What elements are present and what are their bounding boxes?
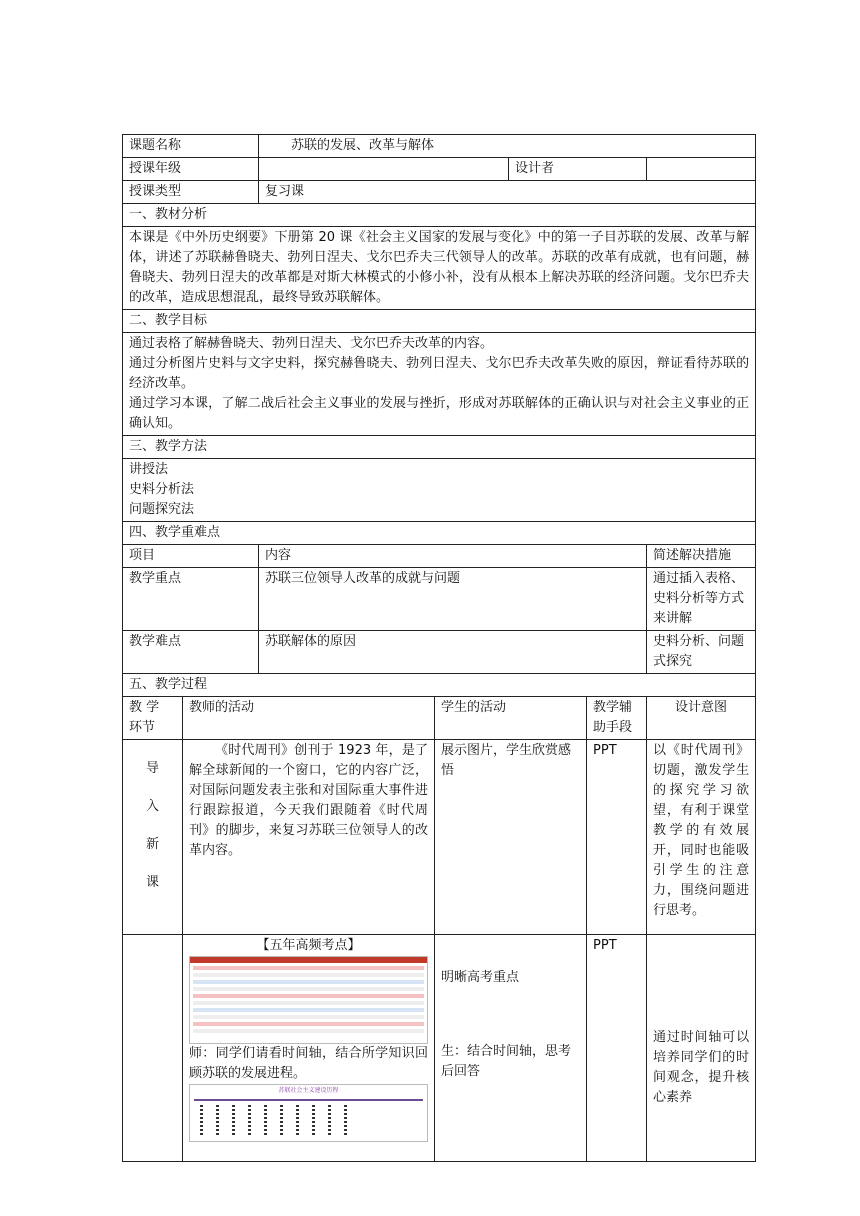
- design-intent: [647, 935, 756, 1162]
- timeline-title: 苏联社会主义建设历程: [278, 1087, 339, 1094]
- goal-line: 通过学习本课，了解二战后社会主义事业的发展与挫折，形成对苏联解体的正确认识与对社会主义事业的正确认知。: [129, 396, 750, 431]
- keypoints-header-row: [123, 545, 756, 568]
- goals-content: [123, 333, 756, 436]
- teacher-activity: [183, 935, 435, 1162]
- topic-row: [123, 135, 756, 158]
- keypoints-cell: 史料分析、问题式探究: [647, 631, 756, 674]
- section-title-methods: 三、教学方法: [123, 436, 756, 459]
- keypoints-header: 简述解决措施: [647, 545, 756, 568]
- type-value: 复习课: [259, 181, 756, 204]
- exam-points-title: 【五年高频考点】: [256, 938, 361, 953]
- keypoints-header: 项目: [123, 545, 259, 568]
- methods-content: [123, 459, 756, 522]
- method-item: 讲授法: [129, 462, 169, 477]
- process-header: 教 学 环节: [123, 697, 183, 740]
- stage-char: 入: [145, 799, 159, 814]
- lesson-plan-table: [122, 134, 756, 1162]
- teacher-activity-text: 《时代周刊》创刊于 1923 年，是了解全球新闻的一个窗口，它的内容广泛，对国际问题发表主张和对国际重大事件进行跟踪报道，今天我们跟随着《时代周刊》的脚步，来复习苏联三位领导人的改革内容。: [189, 743, 429, 858]
- process-header-row: [123, 697, 756, 740]
- keypoints-header: 内容: [259, 545, 647, 568]
- grade-row: [123, 158, 756, 181]
- goal-line: 通过分析图片史料与文字史料，探究赫鲁晓夫、勃列日涅夫、戈尔巴乔夫改革失败的原因，辩证看待苏联的经济改革。: [129, 356, 750, 391]
- process-header: 设计意图: [647, 697, 756, 740]
- keypoints-row: [123, 631, 756, 674]
- timeline-image: [189, 1084, 428, 1142]
- type-row: [123, 181, 756, 204]
- teaching-aid: PPT: [587, 935, 647, 1162]
- design-intent: [647, 740, 756, 935]
- section-title-keypoints: 四、教学重难点: [123, 522, 756, 545]
- section-title-material: 一、教材分析: [123, 204, 756, 227]
- student-activity: 展示图片，学生欣赏感悟: [435, 740, 587, 935]
- student-activity: [435, 935, 587, 1162]
- teacher-activity: [183, 740, 435, 935]
- stage-char: 课: [145, 875, 159, 890]
- material-analysis: [123, 227, 756, 310]
- process-row-intro: [123, 740, 756, 935]
- process-header: 教学辅助手段: [587, 697, 647, 740]
- keypoints-row: [123, 568, 756, 631]
- stage-char: 导: [145, 761, 159, 776]
- student-activity-2: 生：结合时间轴，思考后回答: [441, 1044, 572, 1079]
- design-intent-text: 通过时间轴可以培养同学们的时间观念，提升核心素养: [653, 1030, 750, 1105]
- process-row-timeline: [123, 935, 756, 1162]
- method-item: 问题探究法: [129, 502, 195, 517]
- teaching-aid: PPT: [587, 740, 647, 935]
- topic-label: 课题名称: [123, 135, 259, 158]
- method-item: 史料分析法: [129, 482, 195, 497]
- exam-points-table-image: [189, 956, 428, 1044]
- stage-char: 新: [145, 837, 159, 852]
- process-header: 教师的活动: [183, 697, 435, 740]
- topic-value: 苏联的发展、改革与解体: [259, 135, 756, 158]
- teacher-timeline-text: 师：同学们请看时间轴，结合所学知识回顾苏联的发展进程。: [189, 1046, 429, 1081]
- section-title-process: 五、教学过程: [123, 674, 756, 697]
- stage-cell: [123, 935, 183, 1162]
- section-title-goals: 二、教学目标: [123, 310, 756, 333]
- keypoints-cell: 苏联三位领导人改革的成就与问题: [259, 568, 647, 631]
- material-analysis-text: 本课是《中外历史纲要》下册第 20 课《社会主义国家的发展与变化》中的第一子目苏联的发展、改革与解体，讲述了苏联赫鲁晓夫、勃列日涅夫、戈尔巴乔夫三代领导人的改革。苏联的改革有成就，也有问题，赫鲁晓夫、勃列日涅夫的改革都是对斯大林模式的小修小补，没有从根本上解决苏联的经济问题。戈尔巴乔夫的改革，造成思想混乱，最终导致苏联解体。: [129, 230, 750, 305]
- student-activity-1: 明晰高考重点: [441, 970, 520, 985]
- grade-value: [259, 158, 509, 181]
- process-header: 学生的活动: [435, 697, 587, 740]
- grade-label: 授课年级: [123, 158, 259, 181]
- designer-label: 设计者: [509, 158, 647, 181]
- stage-cell: [123, 740, 183, 935]
- keypoints-cell: 教学重点: [123, 568, 259, 631]
- keypoints-cell: 教学难点: [123, 631, 259, 674]
- keypoints-cell: 通过插入表格、史料分析等方式来讲解: [647, 568, 756, 631]
- design-intent-text: 以《时代周刊》切题，激发学生的探究学习欲望，有利于课堂教学的有效展开，同时也能吸引学生的注意力，围绕问题进行思考。: [653, 743, 750, 918]
- type-label: 授课类型: [123, 181, 259, 204]
- goal-line: 通过表格了解赫鲁晓夫、勃列日涅夫、戈尔巴乔夫改革的内容。: [129, 336, 494, 351]
- keypoints-cell: 苏联解体的原因: [259, 631, 647, 674]
- lesson-plan-document: [122, 134, 755, 1162]
- designer-value: [647, 158, 756, 181]
